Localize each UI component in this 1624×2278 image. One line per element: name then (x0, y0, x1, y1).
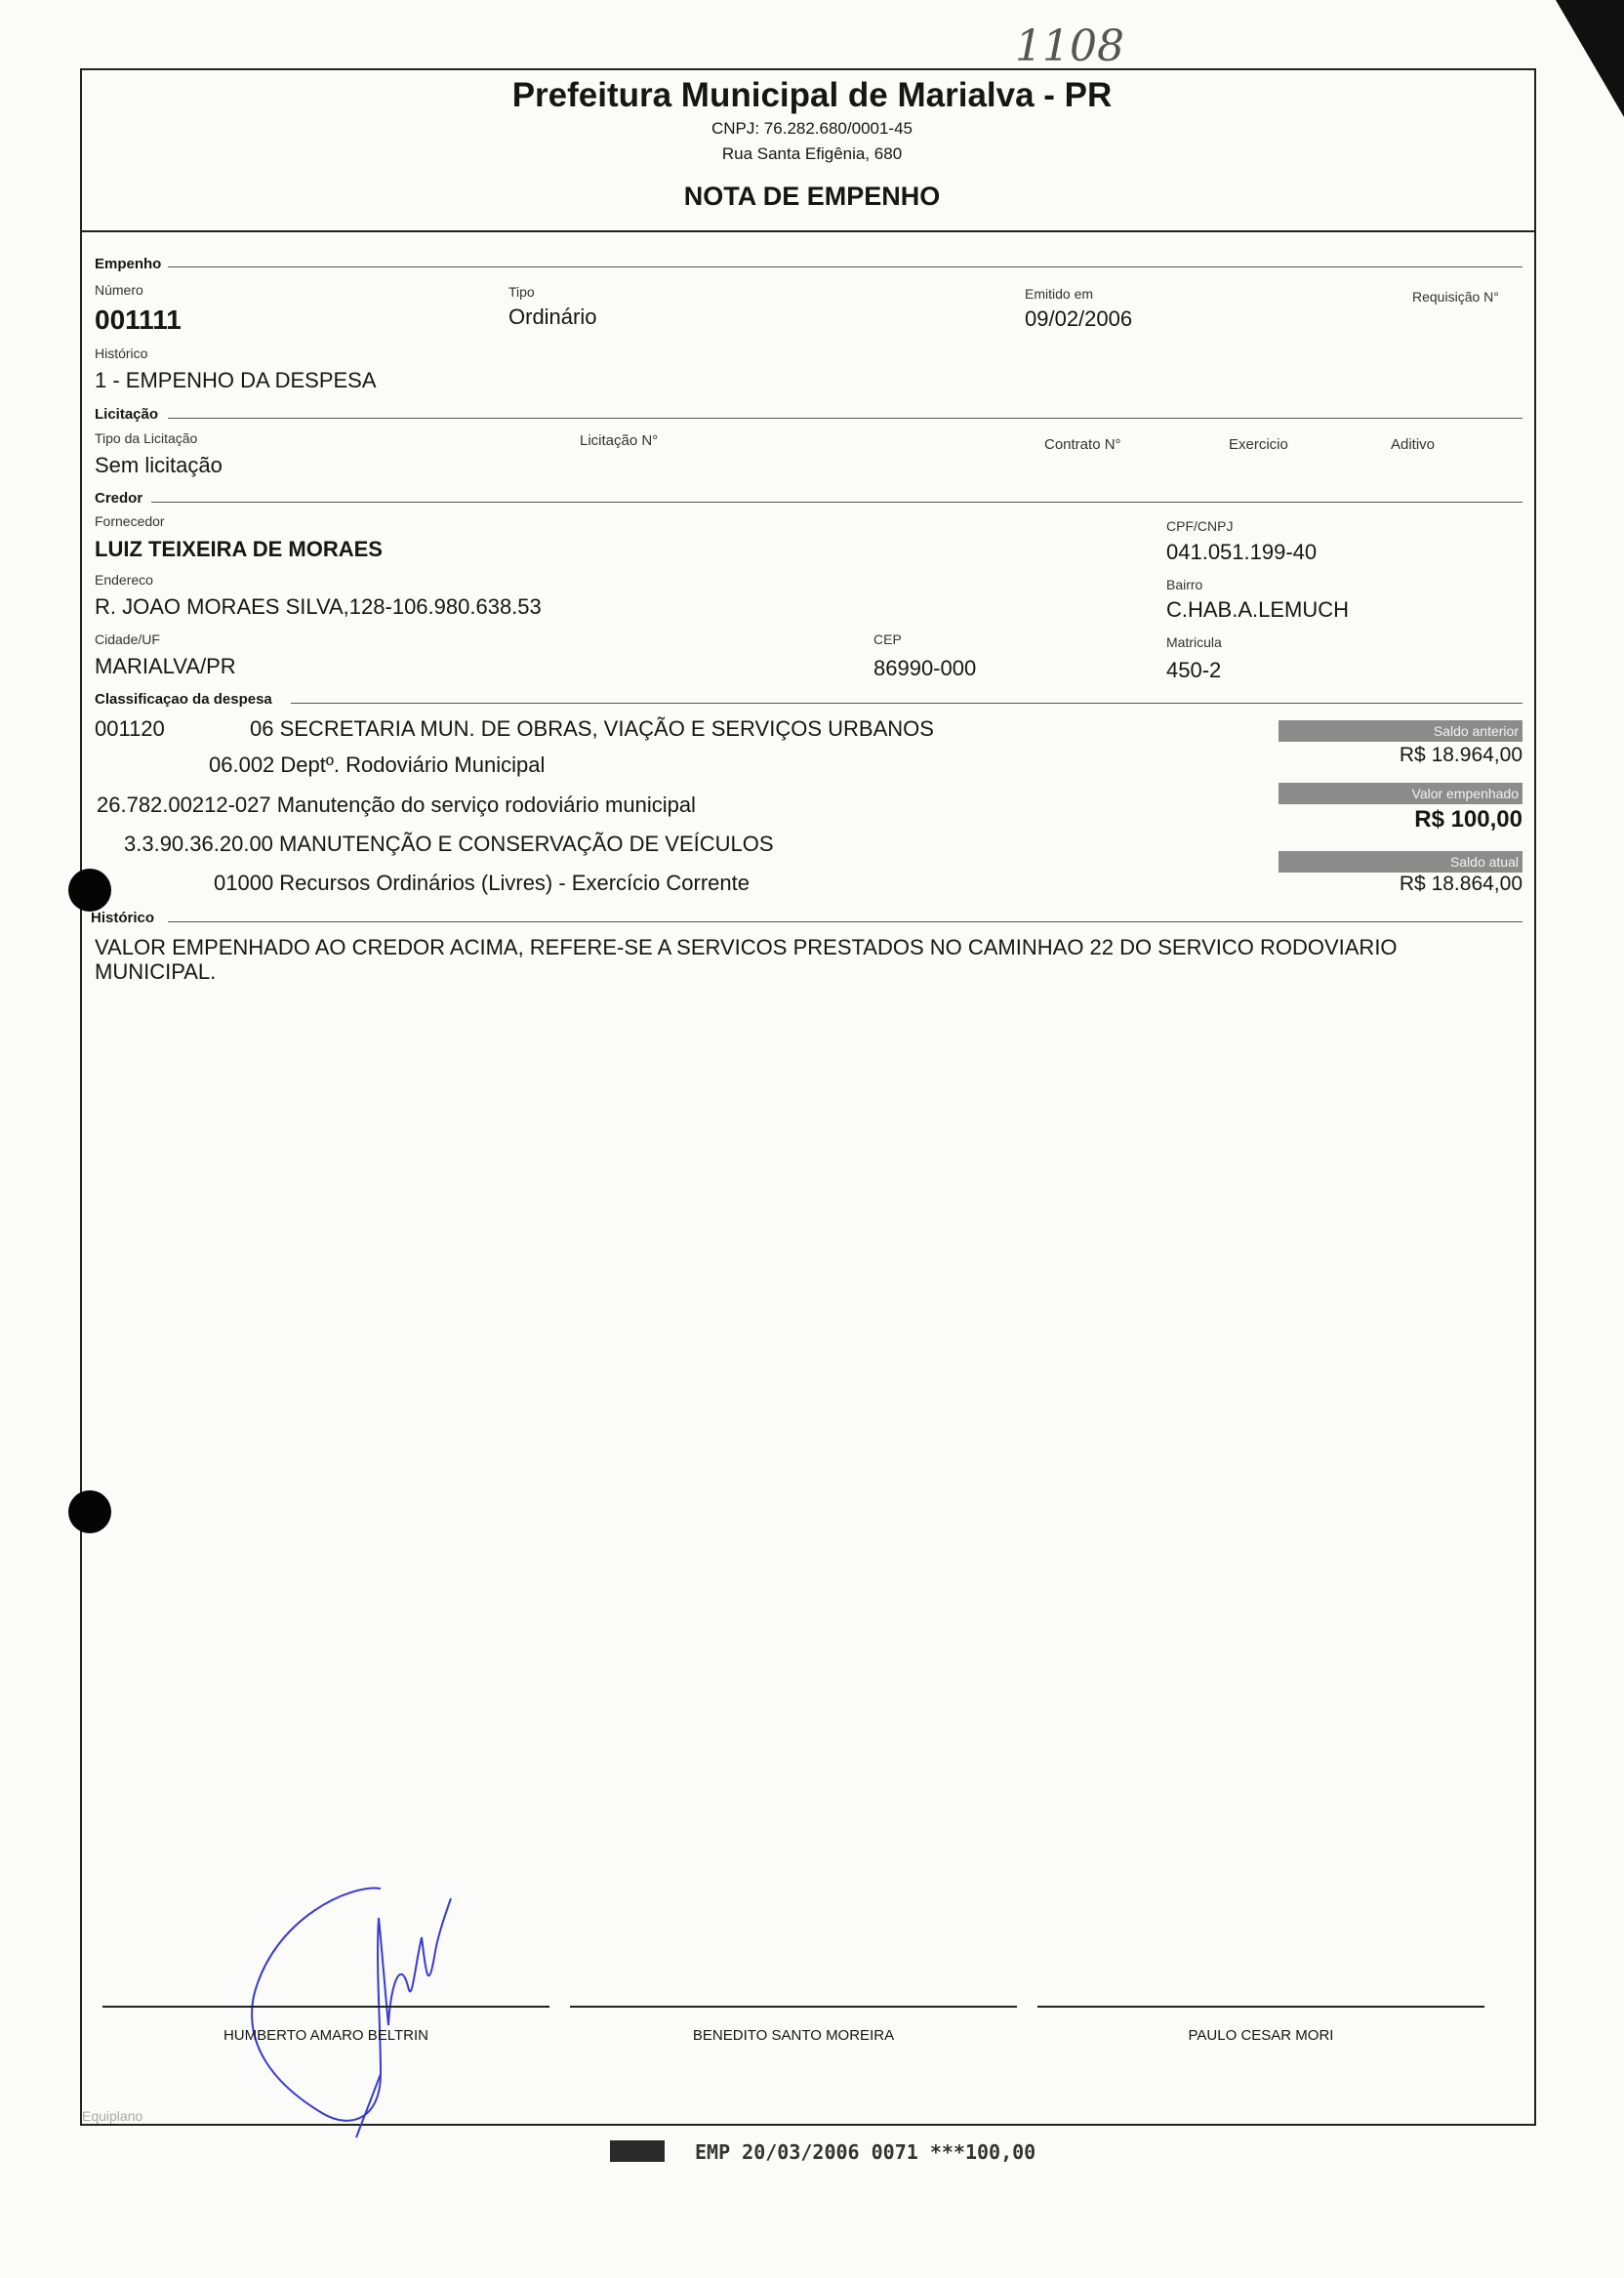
rule-classificacao (291, 703, 1522, 704)
matricula-value: 450-2 (1166, 658, 1222, 682)
tipo-label: Tipo (508, 284, 535, 300)
tipo-licitacao-label: Tipo da Licitação (95, 430, 198, 446)
bairro-label: Bairro (1166, 577, 1203, 592)
punch-hole-bottom (68, 1490, 111, 1533)
classificacao-line2: 06.002 Deptº. Rodoviário Municipal (209, 753, 546, 777)
cidade-value: MARIALVA/PR (95, 654, 236, 678)
signatory-3: PAULO CESAR MORI (1188, 2027, 1334, 2044)
endereco-label: Endereco (95, 572, 153, 588)
historico-text: VALOR EMPENHADO AO CREDOR ACIMA, REFERE-SE A SERVICOS PRESTADOS NO CAMINHAO 22 DO SERVICO RODOVIARIO MUNICIPAL. (95, 935, 1398, 984)
signatory-2: BENEDITO SANTO MOREIRA (692, 2027, 895, 2044)
section-licitacao: Licitação (95, 406, 159, 423)
cpf-value: 041.051.199-40 (1166, 540, 1318, 564)
historico-value: 1 - EMPENHO DA DESPESA (95, 368, 377, 392)
stamp-logo (610, 2140, 665, 2162)
classificacao-line1: 06 SECRETARIA MUN. DE OBRAS, VIAÇÃO E SERVIÇOS URBANOS (250, 716, 934, 741)
rule-credor (151, 502, 1522, 503)
classificacao-line3: 26.782.00212-027 Manutenção do serviço rodoviário municipal (97, 793, 696, 817)
stamp-text: EMP 20/03/2006 0071 ***100,00 (695, 2140, 1036, 2164)
numero-value: 001111 (95, 305, 182, 335)
footer-brand: Equiplano (82, 2108, 143, 2124)
section-credor: Credor (95, 490, 143, 507)
emitido-label: Emitido em (1025, 286, 1094, 302)
aditivo-label: Aditivo (1391, 436, 1436, 453)
classificacao-line5: 01000 Recursos Ordinários (Livres) - Exercício Corrente (214, 871, 750, 895)
rule-licitacao (168, 418, 1522, 419)
valor-empenhado-label: Valor empenhado (1279, 783, 1522, 804)
section-historico: Histórico (91, 910, 155, 926)
address-text: Rua Santa Efigênia, 680 (721, 144, 903, 163)
requisicao-label: Requisição N° (1412, 289, 1499, 305)
fornecedor-label: Fornecedor (95, 513, 165, 529)
matricula-label: Matricula (1166, 634, 1222, 650)
historico-label: Histórico (95, 346, 148, 361)
cnpj-text: CNPJ: 76.282.680/0001-45 (710, 119, 914, 138)
bairro-value: C.HAB.A.LEMUCH (1166, 597, 1350, 622)
rule-empenho (168, 266, 1522, 267)
licitacao-numero-label: Licitação N° (580, 432, 659, 449)
cep-label: CEP (873, 631, 902, 647)
tipo-licitacao-value: Sem licitação (95, 453, 223, 477)
signature-drawing (234, 1879, 468, 2142)
rule-historico (168, 921, 1522, 922)
signature-line-1 (102, 2006, 549, 2008)
saldo-anterior-label: Saldo anterior (1279, 720, 1522, 742)
saldo-anterior-value: R$ 18.964,00 (1399, 744, 1522, 766)
signature-line-3 (1037, 2006, 1484, 2008)
saldo-atual-label: Saldo atual (1279, 851, 1522, 873)
fornecedor-value: LUIZ TEIXEIRA DE MORAES (95, 537, 383, 561)
emitido-value: 09/02/2006 (1025, 306, 1133, 331)
endereco-value: R. JOAO MORAES SILVA,128-106.980.638.53 (95, 594, 542, 619)
document-title: NOTA DE EMPENHO (683, 182, 941, 211)
contrato-label: Contrato N° (1044, 436, 1121, 453)
header-divider (80, 230, 1536, 232)
section-classificacao: Classificaçao da despesa (95, 691, 272, 708)
section-empenho: Empenho (95, 256, 162, 272)
punch-hole-top (68, 869, 111, 912)
classificacao-line4: 3.3.90.36.20.00 MANUTENÇÃO E CONSERVAÇÃO DE VEÍCULOS (124, 832, 774, 856)
cidade-label: Cidade/UF (95, 631, 160, 647)
tipo-value: Ordinário (508, 305, 597, 329)
handwritten-number: 1108 (1015, 21, 1124, 71)
exercicio-label: Exercicio (1229, 436, 1288, 453)
signatory-1: HUMBERTO AMARO BELTRIN (223, 2027, 429, 2044)
cep-value: 86990-000 (873, 656, 977, 680)
numero-label: Número (95, 282, 143, 298)
saldo-atual-value: R$ 18.864,00 (1399, 873, 1522, 895)
page-title: Prefeitura Municipal de Marialva - PR (511, 76, 1113, 114)
signature-line-2 (570, 2006, 1017, 2008)
valor-empenhado-value: R$ 100,00 (1414, 806, 1522, 833)
classificacao-code: 001120 (95, 716, 165, 741)
cpf-label: CPF/CNPJ (1166, 518, 1234, 534)
